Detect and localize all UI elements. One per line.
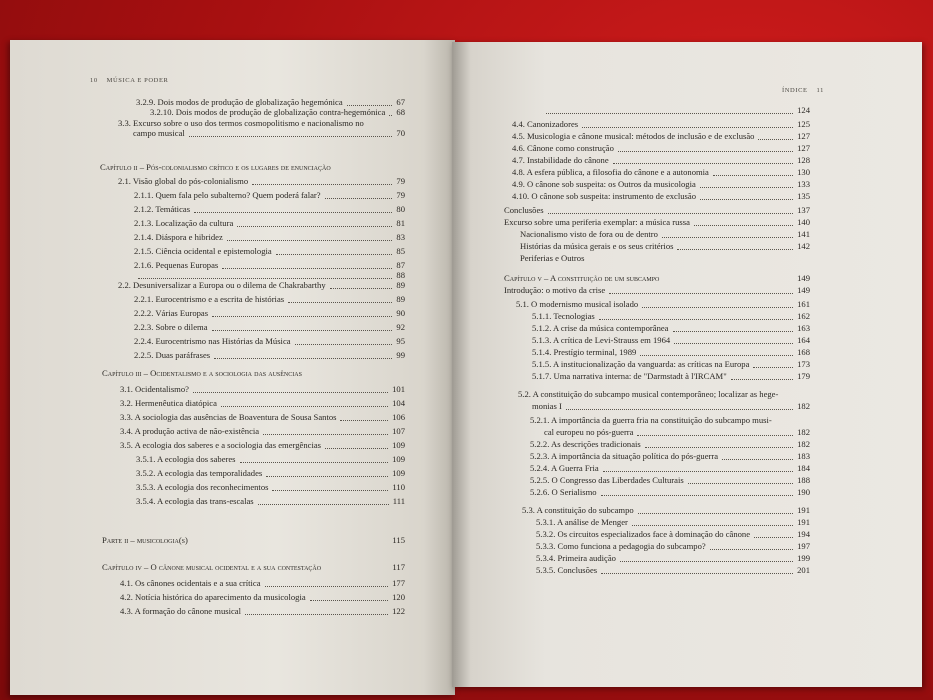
toc-entry-title: monias I xyxy=(532,401,562,411)
toc-entry-title: 2.2.4. Eurocentrismo nas Histórias da Música xyxy=(134,336,291,346)
dot-leader xyxy=(263,426,388,437)
dot-leader xyxy=(674,335,793,346)
dot-leader xyxy=(601,487,794,498)
dot-leader xyxy=(389,107,392,118)
toc-page-number: 149 xyxy=(797,285,810,295)
toc-entry-title: 2.1.6. Pequenas Europas xyxy=(134,260,219,270)
toc-entry-title: Introdução: o motivo da crise xyxy=(504,285,606,295)
toc-entry-title: 4.4. Canonizadores xyxy=(512,119,579,129)
toc-entry-title: 3.5.1. A ecologia dos saberes xyxy=(136,454,236,464)
toc-page-number: 168 xyxy=(797,347,810,357)
toc-entry-title: 4.6. Cânone como construção xyxy=(512,143,614,153)
dot-leader xyxy=(214,350,392,361)
toc-page-number: 90 xyxy=(396,308,405,318)
toc-page-number: 115 xyxy=(392,535,405,545)
toc-page-number: 81 xyxy=(396,218,405,228)
toc-page-number: 190 xyxy=(797,487,810,497)
dot-leader xyxy=(240,454,389,465)
toc-entry-title: 2.1.5. Ciência ocidental e epistemologia xyxy=(134,246,272,256)
dot-leader xyxy=(252,176,392,187)
dot-leader xyxy=(237,218,392,229)
dot-leader xyxy=(700,179,793,190)
toc-entry-title: 5.2.2. As descrições tradicionais xyxy=(530,439,641,449)
dot-leader xyxy=(620,553,793,564)
dot-leader xyxy=(566,401,793,412)
dot-leader xyxy=(325,190,393,201)
toc-entry-title: 4.10. O cânone sob suspeita: instrumento de exclusão xyxy=(512,191,697,201)
toc-page-number: 89 xyxy=(396,280,405,290)
dot-leader xyxy=(645,439,793,450)
toc-entry-title: Parte ii – musicologia(s) xyxy=(102,535,188,545)
toc-page-number: 68 xyxy=(396,107,405,117)
toc-page-number: 177 xyxy=(392,578,405,588)
toc-entry-title: 5.3.5. Conclusões xyxy=(536,565,598,575)
left-running-head xyxy=(90,77,168,84)
right-running-title: ÍNDICE xyxy=(782,87,808,94)
dot-leader xyxy=(758,131,793,142)
toc-entry-title: 5.1. O modernismo musical isolado xyxy=(516,299,639,309)
dot-leader xyxy=(276,246,393,257)
toc-entry-title: 3.5.4. A ecologia das trans-escalas xyxy=(136,496,254,506)
toc-entry-title: cal europeu no pós-guerra xyxy=(544,427,634,437)
dot-leader xyxy=(212,308,392,319)
dot-leader xyxy=(713,167,793,178)
dot-leader xyxy=(677,241,793,252)
toc-entry-title: 2.1. Visão global do pós-colonialismo xyxy=(118,176,249,186)
toc-page-number: 109 xyxy=(392,468,405,478)
dot-leader xyxy=(295,336,393,347)
toc-entry-title: Capítulo iv – O cânone musical ocidental e a sua contestação xyxy=(102,562,322,572)
toc-entry-title: 2.2.5. Duas paráfrases xyxy=(134,350,211,360)
left-page xyxy=(10,40,455,695)
toc-entry-title: Conclusões xyxy=(504,205,544,215)
toc-page-number: 79 xyxy=(396,190,405,200)
dot-leader xyxy=(288,294,392,305)
toc-page-number: 67 xyxy=(396,97,405,107)
dot-leader xyxy=(688,475,793,486)
toc-entry-title: 4.5. Musicologia e cânone musical: métodos de inclusão e de exclusão xyxy=(512,131,755,141)
toc-entry-title: Nacionalismo visto de fora ou de dentro xyxy=(520,229,658,239)
right-page-number: 11 xyxy=(816,87,824,94)
toc-entry-title: 2.1.1. Quem fala pelo subalterno? Quem poderá falar? xyxy=(134,190,321,200)
right-page xyxy=(452,42,922,687)
toc-page-number: 95 xyxy=(396,336,405,346)
dot-leader xyxy=(193,384,388,395)
dot-leader xyxy=(731,371,793,382)
dot-leader xyxy=(310,592,388,603)
toc-page-number: 194 xyxy=(797,529,810,539)
left-running-title: MÚSICA E PODER xyxy=(106,77,169,84)
toc-page-number: 88 xyxy=(396,270,405,280)
toc-page-number: 83 xyxy=(396,232,405,242)
toc-page-number: 182 xyxy=(797,427,810,437)
toc-entry-title: 5.2.1. A importância da guerra fria na constituição do subcampo musi- xyxy=(530,415,772,425)
dot-leader xyxy=(642,299,793,310)
toc-page-number: 70 xyxy=(396,128,405,138)
toc-entry-title: 5.2.6. O Serialismo xyxy=(530,487,597,497)
toc-entry-title: 2.2.3. Sobre o dilema xyxy=(134,322,208,332)
toc-page-number: 179 xyxy=(797,371,810,381)
toc-entry-title: 2.1.3. Localização da cultura xyxy=(134,218,234,228)
dot-leader xyxy=(710,541,793,552)
toc-page-number: 85 xyxy=(396,246,405,256)
toc-entry-title: 5.2.3. A importância da situação política do pós-guerra xyxy=(530,451,719,461)
dot-leader xyxy=(673,323,794,334)
toc-entry-title: 3.4. A produção activa de não-existência xyxy=(120,426,260,436)
toc-page-number: 124 xyxy=(797,105,810,115)
toc-entry-title: 4.7. Instabilidade do cânone xyxy=(512,155,609,165)
toc-page-number: 141 xyxy=(797,229,810,239)
toc-page-number: 191 xyxy=(797,505,810,515)
toc-entry-title: 5.1.3. A crítica de Levi-Strauss em 1964 xyxy=(532,335,671,345)
toc-entry-title: 5.1.5. A institucionalização da vanguarda: as críticas na Europa xyxy=(532,359,750,369)
dot-leader xyxy=(330,280,393,291)
toc-entry-title: Capítulo ii – Pós-colonialismo crítico e os lugares de enunciação xyxy=(100,162,331,172)
toc-entry-title: 2.2. Desuniversalizar a Europa ou o dilema de Chakrabarthy xyxy=(118,280,326,290)
dot-leader xyxy=(700,191,793,202)
toc-entry-title: 3.1. Ocidentalismo? xyxy=(120,384,189,394)
dot-leader xyxy=(189,128,393,139)
dot-leader xyxy=(694,217,793,228)
toc-entry-title: 3.5. A ecologia dos saberes e a sociologia das emergências xyxy=(120,440,322,450)
toc-entry-title: 5.1.1. Tecnologias xyxy=(532,311,595,321)
dot-leader xyxy=(618,143,793,154)
dot-leader xyxy=(601,565,793,576)
toc-entry-title: 5.1.2. A crise da música contemporânea xyxy=(532,323,669,333)
toc-page-number: 184 xyxy=(797,463,810,473)
toc-page-number: 127 xyxy=(797,143,810,153)
toc-page-number: 162 xyxy=(797,311,810,321)
toc-entry-title: 4.1. Os cânones ocidentais e a sua crítica xyxy=(120,578,261,588)
toc-entry-title: 2.1.2. Temáticas xyxy=(134,204,191,214)
toc-page-number: 92 xyxy=(396,322,405,332)
toc-page-number: 101 xyxy=(392,384,405,394)
toc-page-number: 79 xyxy=(396,176,405,186)
toc-page-number: 201 xyxy=(797,565,810,575)
dot-leader xyxy=(266,468,388,479)
toc-entry-title: 2.1.4. Diáspora e hibridez xyxy=(134,232,223,242)
toc-page-number: 130 xyxy=(797,167,810,177)
dot-leader xyxy=(753,359,793,370)
left-page-number: 10 xyxy=(90,77,98,84)
toc-entry-title: 3.2.9. Dois modos de produção de globalização hegemónica xyxy=(136,97,343,107)
toc-page-number: 109 xyxy=(392,454,405,464)
toc-entry-title: Capítulo v – A constituição de um subcampo xyxy=(504,273,660,283)
toc-entry-title: Capítulo iii – Ocidentalismo e a sociologia das ausências xyxy=(102,368,302,378)
dot-leader xyxy=(325,440,388,451)
toc-page-number: 128 xyxy=(797,155,810,165)
toc-entry-title: 3.3. Excurso sobre o uso dos termos cosmopolitismo e nacionalismo no xyxy=(118,118,364,128)
toc-page-number: 107 xyxy=(392,426,405,436)
toc-page-number: 173 xyxy=(797,359,810,369)
toc-entry-title: 2.2.1. Eurocentrismo e a escrita de histórias xyxy=(134,294,285,304)
toc-page-number: 89 xyxy=(396,294,405,304)
toc-page-number: 110 xyxy=(392,482,405,492)
toc-page-number: 80 xyxy=(396,204,405,214)
toc-page-number: 109 xyxy=(392,440,405,450)
dot-leader xyxy=(754,529,793,540)
toc-entry-title: 3.3. A sociologia das ausências de Boaventura de Sousa Santos xyxy=(120,412,337,422)
dot-leader xyxy=(582,119,793,130)
toc-page-number: 120 xyxy=(392,592,405,602)
toc-page-number: 117 xyxy=(392,562,405,572)
dot-leader xyxy=(212,322,393,333)
toc-page-number: 127 xyxy=(797,131,810,141)
toc-entry-title: 3.2.10. Dois modos de produção de globalização contra-hegemónica xyxy=(150,107,386,117)
toc-entry-title: 4.2. Notícia histórica do aparecimento da musicologia xyxy=(120,592,306,602)
dot-leader xyxy=(638,505,793,516)
toc-entry-title: campo musical xyxy=(133,128,185,138)
toc-page-number: 137 xyxy=(797,205,810,215)
toc-page-number: 161 xyxy=(797,299,810,309)
toc-page-number: 183 xyxy=(797,451,810,461)
toc-entry-title: 5.2. A constituição do subcampo musical contemporâneo; localizar as hege- xyxy=(518,389,779,399)
dot-leader xyxy=(245,606,388,617)
toc-entry-title: 5.3.4. Primeira audição xyxy=(536,553,616,563)
toc-entry-title: 5.3.3. Como funciona a pedagogia do subcampo? xyxy=(536,541,706,551)
toc-entry-title: Excurso sobre uma periferia exemplar: a música russa xyxy=(504,217,690,227)
toc-page-number: 111 xyxy=(392,496,405,506)
toc-entry-title: 5.1.7. Uma narrativa interna: de "Darmstadt à l'IRCAM" xyxy=(532,371,727,381)
toc-page-number: 182 xyxy=(797,439,810,449)
dot-leader xyxy=(613,155,793,166)
toc-page-number: 106 xyxy=(392,412,405,422)
right-running-head xyxy=(782,87,824,94)
dot-leader xyxy=(227,232,393,243)
toc-entry-title: 5.3.1. A análise de Menger xyxy=(536,517,628,527)
toc-page-number: 135 xyxy=(797,191,810,201)
toc-entry-title: 4.3. A formação do cânone musical xyxy=(120,606,241,616)
dot-leader xyxy=(632,517,793,528)
toc-entry-title: Histórias da música gerais e os seus critérios xyxy=(520,241,674,251)
toc-page-number: 87 xyxy=(396,260,405,270)
toc-page-number: 133 xyxy=(797,179,810,189)
toc-page-number: 99 xyxy=(396,350,405,360)
toc-page-number: 188 xyxy=(797,475,810,485)
toc-page-number: 199 xyxy=(797,553,810,563)
toc-page-number: 197 xyxy=(797,541,810,551)
toc-page-number: 182 xyxy=(797,401,810,411)
toc-entry-title: 5.2.5. O Congresso das Liberdades Culturais xyxy=(530,475,684,485)
toc-page-number: 164 xyxy=(797,335,810,345)
toc-page-number: 125 xyxy=(797,119,810,129)
toc-entry-title: 4.8. A esfera pública, a filosofia do cânone e a autonomia xyxy=(512,167,709,177)
dot-leader xyxy=(265,578,389,589)
toc-entry-title: 2.2.2. Várias Europas xyxy=(134,308,209,318)
toc-entry-title: 3.2. Hermenêutica diatópica xyxy=(120,398,217,408)
dot-leader xyxy=(221,398,388,409)
dot-leader xyxy=(194,204,392,215)
toc-page-number: 140 xyxy=(797,217,810,227)
dot-leader xyxy=(548,205,793,216)
dot-leader xyxy=(258,496,389,507)
toc-page-number: 163 xyxy=(797,323,810,333)
toc-entry-title: 3.5.3. A ecologia dos reconhecimentos xyxy=(136,482,269,492)
toc-entry-title: 5.3.2. Os circuitos especializados face à dominação do cânone xyxy=(536,529,751,539)
dot-leader xyxy=(603,463,793,474)
toc-entry-title: 5.3. A constituição do subcampo xyxy=(522,505,634,515)
dot-leader xyxy=(609,285,793,296)
dot-leader xyxy=(546,105,793,116)
toc-page-number: 191 xyxy=(797,517,810,527)
dot-leader xyxy=(599,311,793,322)
toc-entry-title: 5.2.4. A Guerra Fria xyxy=(530,463,599,473)
toc-entry-title: 5.1.4. Prestígio terminal, 1989 xyxy=(532,347,637,357)
toc-page-number: 149 xyxy=(797,273,810,283)
dot-leader xyxy=(340,412,388,423)
toc-page-number: 104 xyxy=(392,398,405,408)
toc-page-number: 142 xyxy=(797,241,810,251)
dot-leader xyxy=(272,482,388,493)
dot-leader xyxy=(637,427,793,438)
toc-entry-title: 4.9. O cânone sob suspeita: os Outros da musicologia xyxy=(512,179,696,189)
dot-leader xyxy=(640,347,793,358)
toc-entry-title: 3.5.2. A ecologia das temporalidades xyxy=(136,468,263,478)
dot-leader xyxy=(662,229,793,240)
toc-page-number: 122 xyxy=(392,606,405,616)
dot-leader xyxy=(722,451,793,462)
toc-entry-title: Periferias e Outros xyxy=(520,253,585,263)
